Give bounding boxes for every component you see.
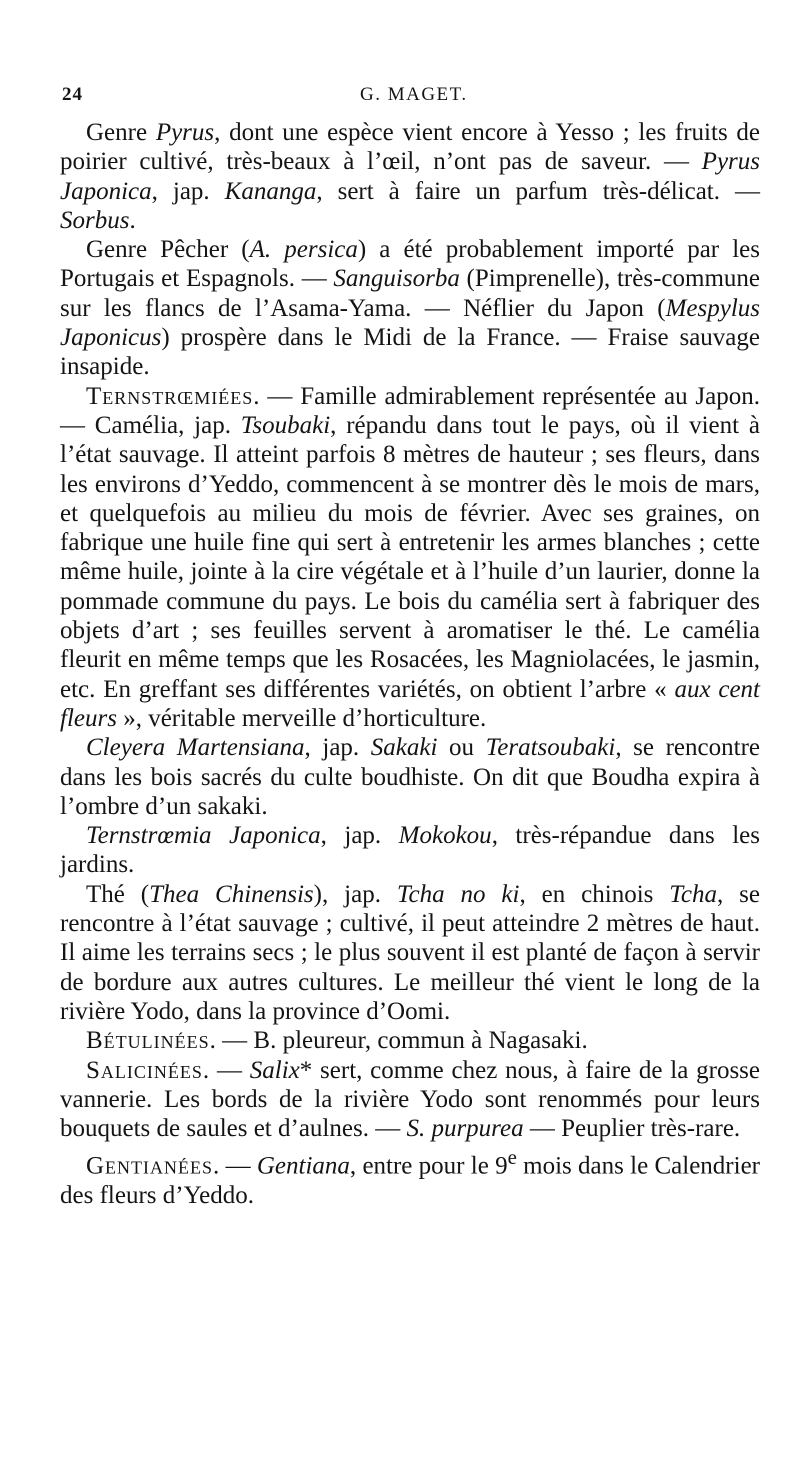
italic-text: Kananga (224, 177, 317, 205)
paragraph-salicinees (60, 1056, 760, 1144)
paragraph-pyrus (60, 118, 760, 235)
text-run: (Pimprenelle), très-commune sur les flancs de l’Asama-Yama. — Néflier du Japon ( (60, 265, 760, 322)
text-run: , jap. (304, 734, 371, 762)
superscript: e (507, 1145, 517, 1170)
paragraph-the (60, 880, 760, 1026)
text-run: . (129, 206, 136, 234)
book-page (60, 84, 760, 1210)
italic-text: Gentiana (256, 1152, 350, 1180)
text-run: . — (213, 1152, 257, 1180)
text-run: , sert à faire un parfum très-délicat. — (316, 177, 760, 205)
text-run: , jap. (151, 177, 225, 205)
text-run: ) prospère dans le Midi de la France. — Fraise sauvage insapide. (60, 324, 760, 381)
text-run: * sert, comme chez nous, à faire de la grosse vannerie. Les bords de la rivière Yodo sont renommés pour leurs bouquets de saules et d’aulnes. — (60, 1056, 760, 1143)
text-run: ) a été probablement importé par les Portugais et Espagnols. — (60, 236, 760, 293)
running-head: G. MAGET. (360, 84, 468, 105)
text-run: Genre Pêcher ( (86, 236, 250, 264)
italic-text: Sakaki (370, 734, 438, 762)
italic-text: Thea Chinensis (149, 880, 314, 908)
italic-text: Sorbus (60, 206, 130, 234)
family-name: Salicinées (86, 1056, 203, 1084)
text-run: , dont une espèce vient encore à Yesso ; les fruits de poirier cultivé, très-beaux à l’œil, n’ont pas de saveur. — (60, 119, 760, 176)
italic-text: Tcha no ki (396, 880, 520, 908)
body-text (60, 118, 760, 1210)
italic-text: Tcha (669, 880, 718, 908)
italic-text: Salix (249, 1056, 300, 1084)
page-number: 24 (62, 84, 83, 105)
text-run: Genre (86, 119, 156, 146)
italic-text: Ternstrœmia Japonica (86, 822, 321, 850)
paragraph-betulinees (60, 1026, 760, 1055)
italic-text: aux cent fleurs (60, 675, 760, 732)
family-name: Gentianées (86, 1152, 214, 1180)
page-header (60, 84, 760, 118)
paragraph-gentianees (60, 1143, 760, 1210)
italic-text: Sanguisorba (333, 265, 460, 293)
text-run: , jap. (320, 822, 399, 850)
text-run: . — (202, 1056, 250, 1084)
text-run: , entre pour le 9 (349, 1152, 508, 1180)
paragraph-ternstroemia (60, 821, 760, 880)
text-run: . — Famille admirablement représentée au Japon. — Camélia, jap. (60, 382, 760, 439)
family-name: Bétulinées (86, 1027, 210, 1055)
text-run: — Peuplier très-rare. (523, 1115, 741, 1143)
italic-text: A. persica (249, 236, 358, 264)
family-name: Ternstrœmiées (86, 382, 254, 410)
text-run: , très-répandue dans les jardins. (60, 822, 761, 879)
text-run: », véritable merveille d’horticulture. (116, 704, 487, 732)
italic-text: Pyrus Japonica (60, 148, 760, 205)
italic-text: S. purpurea (406, 1115, 524, 1143)
italic-text: Mokokou (398, 822, 492, 850)
italic-text: Cleyera Martensiana (86, 734, 305, 762)
italic-text: Mespylus Japonicus (60, 294, 760, 352)
paragraph-ternstroemiees (60, 382, 760, 734)
text-run: Thé ( (86, 880, 150, 908)
text-run: ), jap. (313, 880, 397, 908)
italic-text: Pyrus (155, 119, 215, 146)
text-run: . — B. pleureur, commun à Nagasaki. (209, 1027, 588, 1055)
text-run: mois dans le Calendrier des fleurs d’Yeddo. (60, 1152, 760, 1210)
text-run: , se rencontre à l’état sauvage ; cultivé, il peut atteindre 2 mètres de haut. Il aime les terrains secs ; le plus souvent il est planté de façon à servir de bordure aux autres cultures. Le meilleur thé vient le long de la rivière Yodo, dans la province d’Oomi. (60, 880, 761, 1025)
text-run: ou (437, 734, 486, 762)
paragraph-cleyera (60, 733, 760, 821)
text-run: , répandu dans tout le pays, où il vient à l’état sauvage. Il atteint parfois 8 mètres de hauteur ; ses fleurs, dans les environs d’Yeddo, commencent à se montrer dès le mois de mars, et quelquefois au milieu du mois de février. Avec ses graines, on fabrique une huile fine qui sert à entretenir les armes blanches ; cette même huile, jointe à la cire végétale et à l’huile d’un laurier, donne la pommade commune du pays. Le bois du camélia sert à fabriquer des objets d’art ; ses feuilles servent à aromatiser le thé. Le camélia fleurit en même temps que les Rosacées, les Magniolacées, le jasmin, etc. En greffant ses différentes variétés, on obtient l’arbre « (60, 411, 760, 703)
text-run: , se rencontre dans les bois sacrés du culte boudhiste. On dit que Boudha expira à l’ombre d’un sakaki. (60, 734, 760, 820)
italic-text: Tsoubaki (240, 411, 331, 439)
text-run: , en chinois (519, 880, 670, 908)
italic-text: Teratsoubaki (485, 734, 616, 762)
paragraph-pecher (60, 235, 760, 381)
